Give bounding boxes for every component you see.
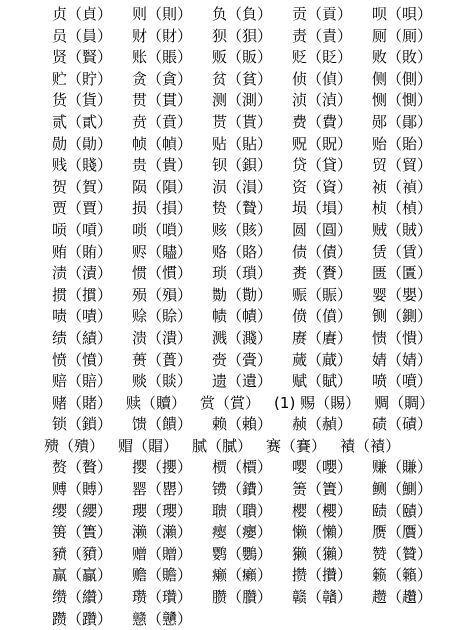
character-pair: 戆（戇） bbox=[132, 609, 193, 628]
character-pair: 濑（瀨） bbox=[132, 523, 193, 542]
character-pair: 测（測） bbox=[212, 91, 273, 110]
character-pair: 镄（鐨） bbox=[212, 480, 273, 499]
character-pair: 货（貨） bbox=[52, 91, 113, 110]
character-pair: 赂（賂） bbox=[212, 242, 273, 261]
character-pair: 贼（賊） bbox=[372, 220, 433, 239]
character-pair: 赞（贊） bbox=[372, 544, 433, 563]
character-row bbox=[0, 90, 453, 112]
character-row bbox=[0, 393, 453, 415]
character-pair: 赓（賡） bbox=[292, 328, 353, 347]
character-pair: 狈（狽） bbox=[212, 26, 273, 45]
character-row bbox=[0, 198, 453, 220]
character-row bbox=[0, 112, 453, 134]
character-pair: 赪（赬） bbox=[292, 415, 353, 434]
character-pair: 鹦（鸚） bbox=[212, 544, 273, 563]
character-pair: 渍（漬） bbox=[52, 264, 113, 283]
character-pair: 贪（貪） bbox=[132, 69, 193, 88]
character-pair: 缵（纘） bbox=[52, 588, 113, 607]
character-pair: 赗（賵） bbox=[118, 436, 179, 455]
character-pair: 则（則） bbox=[132, 5, 193, 23]
character-pair: 襀（襀） bbox=[340, 436, 401, 455]
character-pair: 陨（隕） bbox=[132, 177, 193, 196]
character-pair: 债（債） bbox=[292, 242, 353, 261]
character-pair: 嘤（嚶） bbox=[292, 458, 353, 477]
character-pair: 贱（賤） bbox=[52, 156, 113, 175]
character-row bbox=[0, 263, 453, 285]
character-pair: 偾（僨） bbox=[292, 307, 353, 326]
character-pair: 圆（圓） bbox=[292, 220, 353, 239]
character-pair: 獭（獺） bbox=[292, 544, 353, 563]
character-pair: 唝（嗊） bbox=[52, 220, 113, 239]
character-pair: 贬（貶） bbox=[292, 48, 353, 67]
character-pair: 贻（貽） bbox=[372, 134, 433, 153]
character-pair: 赛（賽） bbox=[266, 436, 327, 455]
character-pair: (1) 赐（賜） bbox=[274, 393, 361, 412]
character-pair: 贮（貯） bbox=[52, 69, 113, 88]
character-pair: 费（費） bbox=[292, 112, 353, 131]
character-pair: 赠（贈） bbox=[132, 544, 193, 563]
character-pair: 赊（賒） bbox=[132, 307, 193, 326]
character-row bbox=[0, 479, 453, 501]
character-pair: 赜（賾） bbox=[372, 501, 433, 520]
character-pair: 勚（勩） bbox=[212, 285, 273, 304]
character-pair: 贸（貿） bbox=[372, 156, 433, 175]
character-pair: 呗（唄） bbox=[372, 5, 433, 23]
character-pair: 侧（側） bbox=[372, 69, 433, 88]
character-pair: 员（員） bbox=[52, 26, 113, 45]
character-pair: 贫（貧） bbox=[212, 69, 273, 88]
character-pair: 贴（貼） bbox=[212, 134, 273, 153]
character-pair: 赁（賃） bbox=[372, 242, 433, 261]
character-pair: 蒇（蕆） bbox=[292, 350, 353, 369]
character-row bbox=[0, 350, 453, 372]
character-pair: 赝（贋） bbox=[372, 523, 433, 542]
character-pair: 匮（匱） bbox=[372, 264, 433, 283]
character-pair: 愦（憒） bbox=[372, 328, 433, 347]
character-row bbox=[0, 155, 453, 177]
character-pair: 赣（贛） bbox=[292, 588, 353, 607]
character-pair: 趱（趲） bbox=[372, 588, 433, 607]
character-pair: 账（賬） bbox=[132, 48, 193, 67]
character-pair: 赈（賑） bbox=[292, 285, 353, 304]
character-pair: 琐（瑣） bbox=[212, 264, 273, 283]
character-pair: 厕（厠） bbox=[372, 26, 433, 45]
character-pair: 勋（勛） bbox=[52, 134, 113, 153]
character-pair: 赍（賫） bbox=[212, 350, 273, 369]
character-row bbox=[0, 4, 453, 26]
character-pair: 铡（鍘） bbox=[372, 307, 433, 326]
character-pair: 贳（貰） bbox=[212, 112, 273, 131]
character-pair: 贡（貢） bbox=[292, 5, 353, 23]
character-pair: 侦（偵） bbox=[292, 69, 353, 88]
character-row bbox=[0, 544, 453, 566]
character-pair: 赡（贍） bbox=[132, 566, 193, 585]
character-pair: 篑（簣） bbox=[52, 523, 113, 542]
character-pair: 赌（賭） bbox=[52, 393, 113, 412]
character-pair: 赎（贖） bbox=[126, 393, 187, 412]
character-pair: 贞（貞） bbox=[52, 5, 113, 23]
character-row bbox=[0, 609, 453, 630]
character-pair: 恻（惻） bbox=[372, 91, 433, 110]
character-pair: 贿（賄） bbox=[52, 242, 113, 261]
character-row bbox=[0, 285, 453, 307]
character-pair: 损（損） bbox=[132, 199, 193, 218]
character-pair: 郧（鄖） bbox=[372, 112, 433, 131]
character-pair: 贺（賀） bbox=[52, 177, 113, 196]
character-pair: 赆（贐） bbox=[132, 242, 193, 261]
character-pair: 瓔（瓔） bbox=[132, 501, 193, 520]
character-pair: 愤（憤） bbox=[52, 350, 113, 369]
character-pair: 贰（貳） bbox=[52, 112, 113, 131]
character-pair: 躜（躦） bbox=[52, 609, 113, 628]
character-pair: 浈（湞） bbox=[292, 91, 353, 110]
character-pair: 聩（聵） bbox=[212, 501, 273, 520]
character-pair: 籁（籟） bbox=[372, 566, 433, 585]
character-pair: 败（敗） bbox=[372, 48, 433, 67]
character-pair: 溃（潰） bbox=[132, 328, 193, 347]
character-row bbox=[0, 328, 453, 350]
character-row bbox=[0, 371, 453, 393]
character-pair: 遗（遺） bbox=[212, 372, 273, 391]
character-pair: 帻（幘） bbox=[212, 307, 273, 326]
character-row bbox=[0, 306, 453, 328]
character-pair: 埙（塤） bbox=[292, 199, 353, 218]
character-pair: 祯（禎） bbox=[372, 177, 433, 196]
character-pair: 贩（販） bbox=[212, 48, 273, 67]
character-row bbox=[0, 220, 453, 242]
character-pair: 钡（鋇） bbox=[212, 156, 273, 175]
character-pair: 赉（賚） bbox=[292, 264, 353, 283]
character-pair: 绩（績） bbox=[52, 328, 113, 347]
character-pair: 㱮（殨） bbox=[44, 436, 105, 455]
character-pair: 赘（贅） bbox=[52, 458, 113, 477]
character-pair: 啧（嘖） bbox=[52, 307, 113, 326]
character-pair: 资（資） bbox=[292, 177, 353, 196]
character-pair: 赢（贏） bbox=[52, 566, 113, 585]
character-pair: 赅（賅） bbox=[212, 220, 273, 239]
character-row bbox=[0, 26, 453, 48]
character-pair: 贷（貸） bbox=[292, 156, 353, 175]
character-pair: 殒（殞） bbox=[132, 285, 193, 304]
character-pair: 婧（婧） bbox=[372, 350, 433, 369]
character-pair: 癞（癩） bbox=[212, 566, 273, 585]
character-pair: 槚（檟） bbox=[212, 458, 273, 477]
character-pair: 贤（賢） bbox=[52, 48, 113, 67]
character-pair: 贾（賈） bbox=[52, 199, 113, 218]
character-pair: 赕（賧） bbox=[132, 372, 193, 391]
character-pair: 瓒（瓚） bbox=[132, 588, 193, 607]
character-pair: 锁（鎖） bbox=[52, 415, 113, 434]
character-pair: 财（財） bbox=[132, 26, 193, 45]
character-pair: 负（負） bbox=[212, 5, 273, 23]
character-pair: 赖（賴） bbox=[212, 415, 273, 434]
character-pair: 惯（慣） bbox=[132, 264, 193, 283]
character-pair: 赋（賦） bbox=[292, 372, 353, 391]
character-pair: 赚（賺） bbox=[372, 458, 433, 477]
character-pair: 撄（攖） bbox=[132, 458, 193, 477]
character-pair: 瘿（癭） bbox=[212, 523, 273, 542]
character-pair: 贽（贄） bbox=[212, 199, 273, 218]
character-pair: 喷（噴） bbox=[372, 372, 433, 391]
character-pair: 贯（貫） bbox=[132, 91, 193, 110]
character-pair: 赒（賙） bbox=[374, 393, 435, 412]
character-pair: 罂（罌） bbox=[132, 480, 193, 499]
character-row bbox=[0, 436, 453, 458]
character-pair: 懒（懶） bbox=[292, 523, 353, 542]
character-pair: 碛（磧） bbox=[372, 415, 433, 434]
character-pair: 溅（濺） bbox=[212, 328, 273, 347]
character-pair: 腻（膩） bbox=[192, 436, 253, 455]
character-row bbox=[0, 587, 453, 609]
character-pair: 豮（豶） bbox=[52, 544, 113, 563]
character-pair: 缨（纓） bbox=[52, 501, 113, 520]
character-row bbox=[0, 242, 453, 264]
character-pair: 唢（嗩） bbox=[132, 220, 193, 239]
character-pair: 臜（臢） bbox=[212, 588, 273, 607]
character-pair: 桢（楨） bbox=[372, 199, 433, 218]
character-pair: 鲗（鰂） bbox=[372, 480, 433, 499]
character-row bbox=[0, 177, 453, 199]
character-pair: 涢（溳） bbox=[212, 177, 273, 196]
character-row bbox=[0, 47, 453, 69]
character-pair: 贵（貴） bbox=[132, 156, 193, 175]
character-row bbox=[0, 565, 453, 587]
character-pair: 贲（賁） bbox=[132, 112, 193, 131]
character-pair: 责（責） bbox=[292, 26, 353, 45]
character-pair: 赙（賻） bbox=[52, 480, 113, 499]
character-row bbox=[0, 457, 453, 479]
character-row bbox=[0, 69, 453, 91]
character-pair: 婴（嬰） bbox=[372, 285, 433, 304]
character-row bbox=[0, 522, 453, 544]
character-pair: 箦（簀） bbox=[292, 480, 353, 499]
character-pair: 攒（攢） bbox=[292, 566, 353, 585]
character-pair: 馈（饋） bbox=[132, 415, 193, 434]
character-pair: 樱（櫻） bbox=[292, 501, 353, 520]
character-row bbox=[0, 134, 453, 156]
character-row bbox=[0, 414, 453, 436]
character-pair: 赔（賠） bbox=[52, 372, 113, 391]
character-pair: 掼（摜） bbox=[52, 285, 113, 304]
character-row bbox=[0, 501, 453, 523]
character-pair: 赏（賞） bbox=[200, 393, 261, 412]
character-pair: 帧（幀） bbox=[132, 134, 193, 153]
character-pair: 贶（貺） bbox=[292, 134, 353, 153]
character-pair: 蒉（蕢） bbox=[132, 350, 193, 369]
